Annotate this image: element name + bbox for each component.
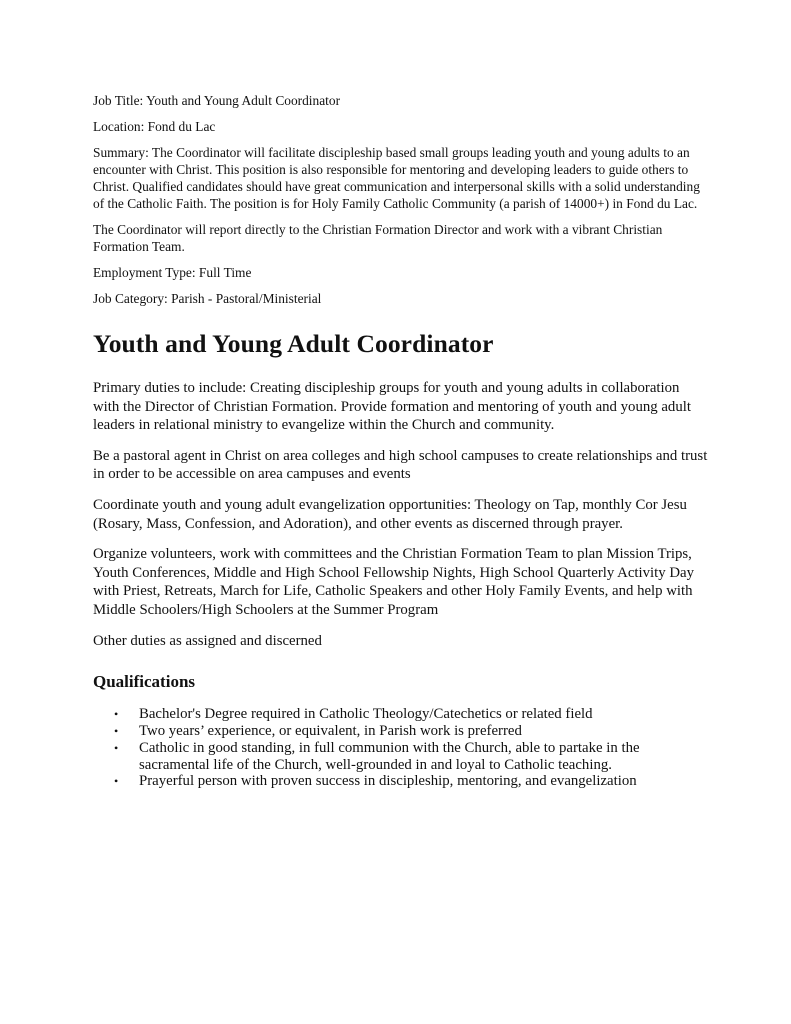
location-line: Location: Fond du Lac xyxy=(93,119,216,134)
qualifications-heading: Qualifications xyxy=(93,672,196,692)
bullet-icon: • xyxy=(114,740,119,755)
qualification-text: Prayerful person with proven success in discipleship, mentoring, and evangelization xyxy=(139,773,637,790)
document-page xyxy=(93,92,708,790)
duties-paragraph-organize: Organize volunteers, work with committees and the Christian Formation Team to plan Mission Trips, Youth Conferences, Middle and High School Fellowship Nights, High School Quarterly Activity Day with Priest, Retreats, March for Life, Catholic Speakers and other Holy Family Events, and help with Middle Schoolers/High Schoolers at the Summer Program xyxy=(93,546,695,618)
qualification-text: Two years’ experience, or equivalent, in Parish work is preferred xyxy=(139,722,522,739)
job-title-line: Job Title: Youth and Young Adult Coordinator xyxy=(93,93,341,108)
list-item xyxy=(114,773,708,790)
duties-paragraph-primary: Primary duties to include: Creating discipleship groups for youth and young adults in collaboration with the Director of Christian Formation. Provide formation and mentoring of youth and young adult leaders in relational ministry to evangelize within the Church and community. xyxy=(93,380,691,434)
reporting-paragraph: The Coordinator will report directly to the Christian Formation Director and work with a vibrant Christian Formation Team. xyxy=(93,222,663,254)
list-item xyxy=(114,723,708,740)
job-category-line: Job Category: Parish - Pastoral/Ministerial xyxy=(93,291,322,306)
list-item xyxy=(114,706,708,723)
qualification-text: Catholic in good standing, in full communion with the Church, able to partake in the sacramental life of the Church, well-grounded in and loyal to Catholic teaching. xyxy=(139,739,640,773)
bullet-icon: • xyxy=(114,723,119,738)
summary-paragraph: Summary: The Coordinator will facilitate discipleship based small groups leading youth and young adults to an encounter with Christ. This position is also responsible for mentoring and developing leaders to guide others to Christ. Qualified candidates should have great communication and interpersonal skills with a solid understanding of the Catholic Faith. The position is for Holy Family Catholic Community (a parish of 14000+) in Fond du Lac. xyxy=(93,145,700,211)
bullet-icon: • xyxy=(114,774,119,789)
duties-paragraph-evangelization: Coordinate youth and young adult evangelization opportunities: Theology on Tap, monthly Cor Jesu (Rosary, Mass, Confession, and Adoration), and other events as discerned through prayer. xyxy=(93,496,687,532)
qualifications-list xyxy=(93,706,708,790)
bullet-icon: • xyxy=(114,707,119,722)
main-heading: Youth and Young Adult Coordinator xyxy=(93,329,494,358)
qualification-text: Bachelor's Degree required in Catholic Theology/Catechetics or related field xyxy=(139,706,593,723)
duties-paragraph-other: Other duties as assigned and discerned xyxy=(93,632,322,649)
list-item xyxy=(114,740,708,774)
employment-type-line: Employment Type: Full Time xyxy=(93,265,252,280)
duties-paragraph-pastoral-agent: Be a pastoral agent in Christ on area colleges and high school campuses to create relationships and trust in order to be accessible on area campuses and events xyxy=(93,447,708,483)
